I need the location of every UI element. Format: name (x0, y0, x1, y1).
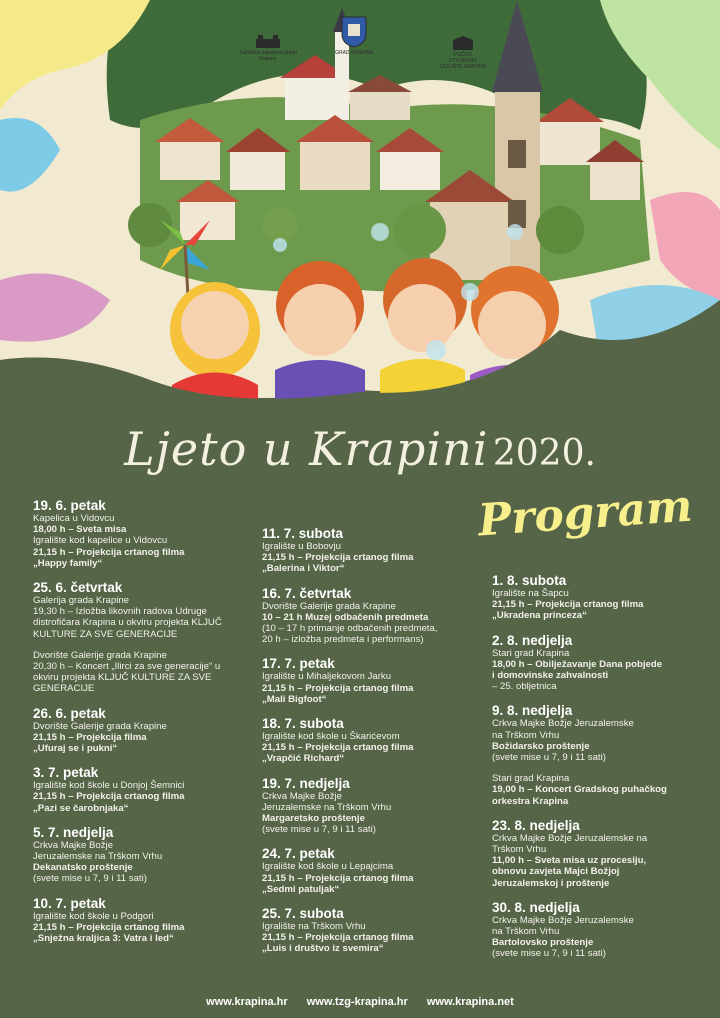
event (492, 573, 692, 622)
event-detail-line: „Mali Bigfoot“ (262, 693, 327, 705)
event (33, 896, 238, 945)
footer-links (0, 996, 720, 1008)
event-detail-line: Igralište kod škole u Lepajcima (262, 861, 394, 873)
event-detail-line: 21,15 h – Projekcija crtanog filma (33, 546, 185, 558)
footer-link-krapina-hr[interactable]: www.krapina.hr (206, 996, 288, 1008)
event-detail-line: 21,15 h – Projekcija crtanog filma (262, 742, 414, 754)
schedule-column-july (262, 526, 462, 966)
event-detail-line: „Ukradena princeza“ (492, 610, 587, 622)
event-detail-line: Igralište u Bobovju (262, 541, 341, 552)
event-detail-line: Kapelica u Vidovcu (33, 513, 115, 524)
event-detail-line: Igralište kod kapelice u Vidovcu (33, 535, 168, 547)
event-detail-line: 21,15 h – Projekcija crtanog filma (262, 932, 414, 944)
event-block (262, 861, 462, 895)
event-block (33, 911, 238, 945)
event-detail-line: 21,15 h – Projekcija crtanog filma (262, 552, 414, 564)
event (33, 825, 238, 885)
event (33, 580, 238, 695)
event (262, 846, 462, 895)
event-detail-line: Crkva Majke Božje (262, 790, 342, 802)
event-block (262, 601, 462, 646)
event-block (262, 791, 462, 836)
building-icon (452, 36, 474, 50)
event-detail-line: Jeruzalemske na Trškom Vrhu (33, 851, 163, 863)
schedule-column-june-july (33, 498, 238, 955)
footer-link-tzg-krapina[interactable]: www.tzg-krapina.hr (306, 996, 408, 1008)
event-detail-line: Crkva Majke Božje Jeruzalemske (492, 914, 634, 926)
event-detail-line: na Trškom Vrhu (492, 926, 560, 938)
event (492, 703, 692, 806)
event (492, 818, 692, 889)
event (262, 776, 462, 836)
event-detail-line: Jeruzalemske na Trškom Vrhu (262, 801, 392, 813)
event-date: 24. 7. petak (262, 846, 335, 862)
event-detail-line: (svete mise u 7, 9 i 11 sati) (262, 824, 376, 836)
coat-of-arms-icon (341, 16, 367, 48)
event (33, 706, 238, 755)
event-detail-line: „Happy family“ (33, 557, 103, 569)
event-detail-line: Igralište u Mihaljekovom Jarku (262, 671, 392, 683)
event-detail-line: Crkva Majke Božje Jeruzalemske na (492, 832, 648, 844)
event-detail-line: Crkva Majke Božje Jeruzalemske (492, 718, 634, 730)
event-block (262, 541, 462, 575)
event-detail-line: obnovu zavjeta Majci Božjoj (492, 866, 620, 878)
event-date: 30. 8. nedjelja (492, 899, 580, 915)
event-detail-line: Dekanatsko proštenje (33, 862, 133, 874)
event-detail-line: „Vrapčić Richard“ (262, 753, 345, 765)
event (262, 586, 462, 646)
event-detail-line: Margaretsko proštenje (262, 813, 365, 825)
event-date: 17. 7. petak (262, 656, 335, 672)
event (262, 656, 462, 705)
event-detail-line: orkestra Krapina (492, 795, 569, 807)
event-detail-line: (svete mise u 7, 9 i 11 sati) (492, 752, 606, 764)
event-detail-line: Stari grad Krapina (492, 647, 570, 659)
event-date: 23. 8. nedjelja (492, 817, 580, 833)
event-detail-line: (10 – 17 h primanje odbačenih predmeta, (262, 623, 438, 635)
event (33, 498, 238, 569)
event-detail-line: Igralište kod škole u Podgori (33, 910, 154, 922)
event (33, 765, 238, 814)
event-block (492, 915, 692, 960)
town-illustration (0, 0, 720, 440)
schedule-column-august (492, 573, 692, 971)
poster-title (0, 422, 720, 476)
event-date: 25. 7. subota (262, 906, 344, 922)
event (262, 716, 462, 765)
event-detail-line: 21,15 h – Projekcija filma (33, 731, 147, 743)
event-detail-line: Stari grad Krapina (492, 773, 570, 785)
event-block (33, 595, 238, 640)
logo-puo-krapina (440, 36, 486, 70)
event-block (492, 833, 692, 889)
event-detail-line: Igralište na Šapcu (492, 588, 569, 599)
event-detail-line: Trškom Vrhu (492, 844, 547, 856)
title-year: 2020. (492, 433, 596, 474)
event-detail-line: „Pazi se čarobnjaka“ (33, 802, 129, 814)
logo-puo-krapina-label: PUČKO OTVORENO UČILIŠTE KRAPINA (440, 52, 486, 70)
event-detail-line: 10 – 21 h Muzej odbačenih predmeta (262, 611, 429, 623)
event-detail-line: Bartolovsko proštenje (492, 937, 594, 949)
event-detail-line: – 25. obljetnica (492, 681, 557, 693)
event-block (492, 773, 692, 807)
event-block (33, 780, 238, 814)
event-date: 1. 8. subota (492, 573, 567, 588)
event-detail-line: „Snježna kraljica 3: Vatra i led“ (33, 933, 174, 945)
event-detail-line: 19,00 h – Koncert Gradskog puhačkog (492, 784, 667, 796)
castle-icon (254, 34, 282, 48)
event-detail-line: Dvorište Galerije grada Krapine (262, 600, 396, 612)
logo-grad-krapina (330, 16, 378, 56)
event-block (33, 840, 238, 885)
program-heading: Program (476, 480, 695, 547)
event-detail-line: 18,00 h – Obilježavanje Dana pobjede (492, 658, 663, 670)
event-block (492, 718, 692, 763)
event-detail-line: Dvorište Galerije grada Krapine (33, 720, 167, 732)
footer-link-krapina-net[interactable]: www.krapina.net (426, 996, 514, 1008)
event-date: 16. 7. četvrtak (262, 585, 352, 601)
event-detail-line: 18,00 h – Sveta misa (33, 524, 127, 536)
event-block (262, 921, 462, 955)
event-detail-line: 21,15 h – Projekcija crtanog filma (492, 599, 644, 611)
event-detail-line: (svete mise u 7, 9 i 11 sati) (492, 948, 606, 960)
event-detail-line: 20,30 h – Koncert „Ilirci za sve generacije“ u okviru projekta KLJUČ KULTURE ZA SVE GENERACIJE (33, 661, 221, 695)
event-detail-line: (svete mise u 7, 9 i 11 sati) (33, 873, 147, 885)
event-detail-line: Dvorište Galerije grada Krapine (33, 649, 167, 661)
event-date: 26. 6. petak (33, 705, 106, 721)
event-detail-line: Igralište kod škole u Donjoj Šemnici (33, 780, 185, 792)
event-detail-line: „Balerina i Viktor“ (262, 563, 345, 575)
event-detail-line: 21,15 h – Projekcija crtanog filma (33, 921, 185, 933)
logo-tourist-board-label: Turistička zajednica grada Krapine (239, 50, 297, 62)
event-detail-line: „Luis i društvo iz svemira“ (262, 943, 384, 955)
event-block (262, 671, 462, 705)
event-block (492, 648, 692, 693)
event-date: 2. 8. nedjelja (492, 632, 573, 648)
event-block (33, 650, 238, 695)
event-detail-line: 20 h – izložba predmeta i performans) (262, 634, 424, 646)
event (262, 526, 462, 575)
event-detail-line: Božidarsko proštenje (492, 740, 590, 752)
event-detail-line: Galerija grada Krapine (33, 595, 129, 607)
event (262, 906, 462, 955)
event-detail-line: Crkva Majke Božje (33, 839, 113, 851)
event-detail-line: 19,30 h – Izložba likovnih radova Udruge distrofičara Krapina u okviru projekta KLJUČ KULTURE ZA SVE GENERACIJE (33, 606, 222, 640)
event-date: 19. 6. petak (33, 498, 106, 513)
event-block (492, 588, 692, 622)
event (492, 633, 692, 693)
event-detail-line: 21,15 h – Projekcija crtanog filma (33, 791, 185, 803)
event-date: 9. 8. nedjelja (492, 703, 573, 719)
event-date: 5. 7. nedjelja (33, 824, 114, 840)
event-detail-line: Jeruzalemskoj i proštenje (492, 877, 610, 889)
event-detail-line: na Trškom Vrhu (492, 729, 560, 741)
logo-grad-krapina-label: GRAD KRAPINA (335, 50, 373, 56)
event-date: 11. 7. subota (262, 526, 344, 541)
event-detail-line: i domovinske zahvalnosti (492, 670, 609, 682)
event-date: 3. 7. petak (33, 765, 99, 781)
event-detail-line: 21,15 h – Projekcija crtanog filma (262, 682, 414, 694)
event-block (33, 513, 238, 569)
logo-tourist-board (236, 34, 300, 62)
event-block (33, 721, 238, 755)
event-detail-line: Igralište kod škole u Škarićevom (262, 731, 400, 743)
event-date: 10. 7. petak (33, 895, 106, 911)
event-date: 18. 7. subota (262, 716, 344, 732)
event-detail-line: 21,15 h – Projekcija crtanog filma (262, 872, 414, 884)
event-detail-line: „Sedmi patuljak“ (262, 883, 340, 895)
event-date: 25. 6. četvrtak (33, 580, 123, 596)
event-detail-line: Igralište na Trškom Vrhu (262, 921, 366, 933)
event (492, 900, 692, 960)
title-main: Ljeto u Krapini (124, 422, 489, 476)
event-detail-line: 11,00 h – Sveta misa uz procesiju, (492, 855, 647, 867)
event-block (262, 731, 462, 765)
event-date: 19. 7. nedjelja (262, 775, 350, 791)
event-detail-line: „Ufuraj se i pukni“ (33, 743, 118, 755)
